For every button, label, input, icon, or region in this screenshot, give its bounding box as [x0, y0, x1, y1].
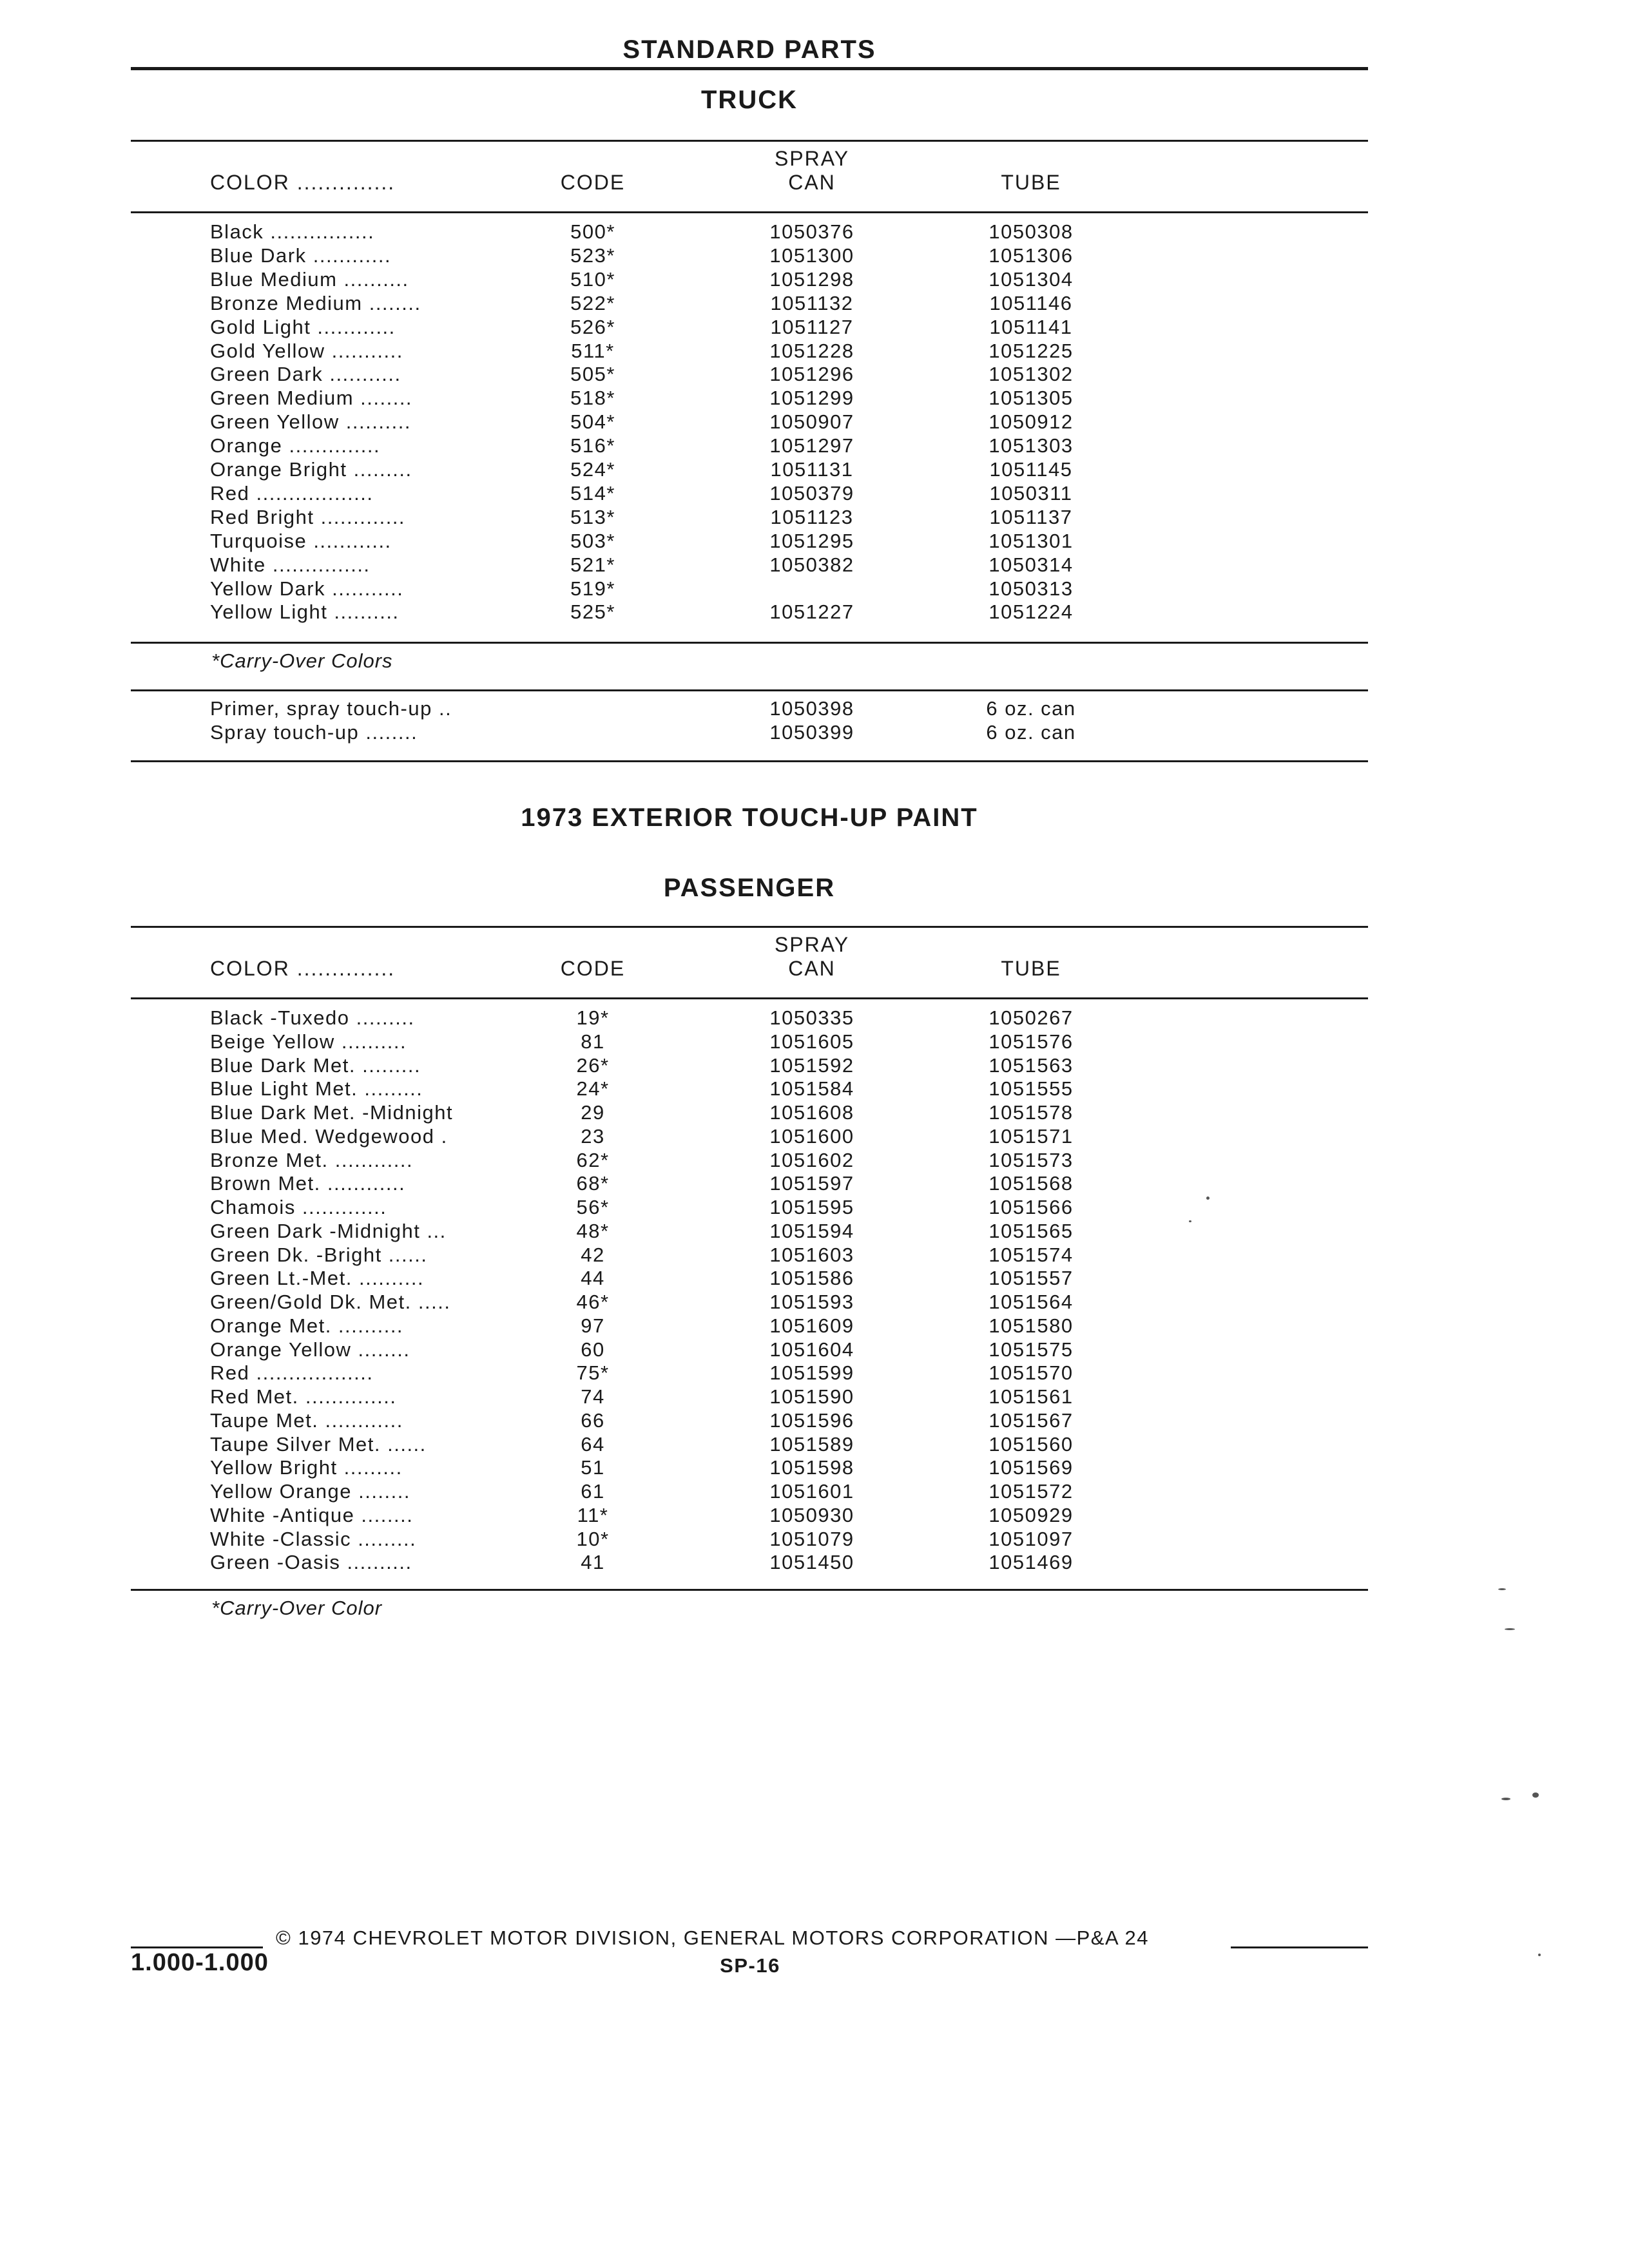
cell-spray: 1050398: [769, 697, 854, 720]
cell-spray: 1051602: [769, 1148, 854, 1171]
cell-spray: 1051296: [769, 363, 854, 386]
cell-spray: 1051228: [769, 339, 854, 362]
table-row: [0, 387, 1629, 410]
cell-code: 518*: [570, 387, 615, 410]
truck-color-header: COLOR ..............: [210, 171, 396, 194]
cell-color: Blue Dark Met. .........: [210, 1053, 421, 1077]
cell-code: 51: [581, 1456, 605, 1479]
cell-tube: 1051578: [988, 1101, 1074, 1124]
cell-code: 42: [581, 1243, 605, 1266]
table-row: [0, 1125, 1629, 1149]
cell-tube: 1051141: [989, 315, 1073, 338]
truck-extras-top-rule: [131, 689, 1368, 691]
table-row: [0, 553, 1629, 577]
cell-code: 522*: [570, 291, 615, 314]
table-row: [0, 1006, 1629, 1030]
truck-table-bottom-rule: [131, 642, 1368, 644]
cell-tube: 1051306: [988, 244, 1074, 267]
table-row: [0, 340, 1629, 363]
cell-code: 60: [581, 1338, 605, 1361]
cell-spray: 1051295: [769, 529, 854, 552]
cell-color: White ...............: [210, 553, 371, 576]
cell-color: Orange Bright .........: [210, 458, 412, 481]
cell-spray: 1051227: [769, 601, 854, 624]
cell-code: 26*: [576, 1053, 610, 1077]
cell-color: Taupe Silver Met. ......: [210, 1432, 427, 1456]
cell-color: Orange Yellow ........: [210, 1338, 410, 1361]
cell-tube: 1051561: [988, 1385, 1074, 1408]
paint-title: 1973 EXTERIOR TOUCH-UP PAINT: [521, 803, 978, 832]
cell-spray: 1051609: [769, 1314, 854, 1337]
cell-code: 41: [581, 1551, 605, 1574]
cell-code: 46*: [576, 1291, 610, 1313]
table-row: [0, 1244, 1629, 1267]
cell-color: Primer, spray touch-up ..: [210, 697, 452, 720]
cell-code: 64: [581, 1432, 605, 1456]
cell-code: 523*: [570, 244, 615, 267]
cell-code: 516*: [570, 434, 615, 457]
cell-spray: 1051598: [769, 1456, 854, 1479]
cell-code: 511*: [571, 339, 615, 362]
passenger-header-top-rule: [131, 926, 1368, 928]
cell-tube: 1051565: [988, 1219, 1074, 1242]
table-row: [0, 577, 1629, 601]
cell-code: 75*: [576, 1361, 610, 1385]
cell-color: Red ..................: [210, 1361, 374, 1385]
table-row: [0, 1030, 1629, 1054]
cell-spray: 1050930: [769, 1503, 854, 1526]
cell-tube: 1051566: [988, 1196, 1074, 1218]
cell-tube: 6 oz. can: [986, 721, 1076, 744]
cell-tube: 1051225: [988, 339, 1074, 362]
cell-color: Black -Tuxedo .........: [210, 1006, 415, 1029]
cell-tube: 1051568: [988, 1172, 1074, 1195]
cell-spray: 1051127: [770, 315, 854, 338]
cell-tube: 6 oz. can: [986, 697, 1076, 720]
cell-code: 74: [581, 1385, 605, 1408]
cell-spray: 1051605: [769, 1030, 854, 1053]
cell-spray: 1051599: [769, 1361, 854, 1385]
cell-spray: 1051604: [769, 1338, 854, 1361]
cell-code: 48*: [576, 1219, 610, 1242]
cell-code: 81: [581, 1030, 605, 1053]
cell-code: 505*: [570, 363, 615, 386]
cell-spray: 1051450: [769, 1551, 854, 1574]
cell-tube: 1051097: [988, 1527, 1074, 1550]
cell-spray: 1051608: [769, 1101, 854, 1124]
cell-tube: 1051580: [988, 1314, 1074, 1337]
cell-tube: 1050314: [988, 553, 1074, 576]
cell-tube: 1050313: [988, 577, 1074, 600]
scan-speck: [1501, 1798, 1510, 1800]
cell-spray: 1050379: [769, 481, 854, 505]
cell-color: White -Antique ........: [210, 1503, 414, 1526]
table-row: [0, 530, 1629, 553]
cell-tube: 1051146: [989, 291, 1073, 314]
top-divider: [131, 67, 1368, 70]
table-row: [0, 1456, 1629, 1480]
cell-tube: 1050267: [988, 1006, 1074, 1029]
table-row: [0, 697, 1629, 721]
cell-spray: 1051297: [769, 434, 854, 457]
truck-spray-header-top: SPRAY: [774, 147, 850, 170]
table-row: [0, 1361, 1629, 1385]
scan-speck: [1538, 1954, 1541, 1956]
table-row: [0, 244, 1629, 268]
cell-color: Green Yellow ..........: [210, 410, 411, 434]
scan-speck: [1206, 1196, 1210, 1200]
cell-tube: 1051575: [988, 1338, 1074, 1361]
cell-code: 19*: [576, 1006, 610, 1029]
truck-tube-header: TUBE: [1001, 171, 1061, 194]
cell-code: 521*: [570, 553, 615, 576]
table-row: [0, 1220, 1629, 1244]
truck-extras-bottom-rule: [131, 760, 1368, 762]
scan-speck: [1498, 1588, 1506, 1590]
cell-tube: 1051572: [988, 1480, 1074, 1503]
cell-color: Yellow Dark ...........: [210, 577, 404, 600]
cell-code: 513*: [570, 505, 615, 528]
passenger-spray-header-bottom: CAN: [788, 957, 836, 980]
cell-code: 524*: [570, 458, 615, 481]
cell-spray: 1050382: [769, 553, 854, 576]
cell-color: Bronze Medium ........: [210, 291, 421, 314]
cell-code: 62*: [576, 1148, 610, 1171]
cell-tube: 1051305: [988, 387, 1074, 410]
cell-tube: 1051469: [988, 1551, 1074, 1574]
cell-spray: 1051300: [769, 244, 854, 267]
truck-code-header: CODE: [560, 171, 626, 194]
cell-spray: 1051589: [769, 1432, 854, 1456]
cell-tube: 1050311: [989, 481, 1073, 505]
cell-code: 11*: [577, 1503, 609, 1526]
table-row: [0, 458, 1629, 482]
cell-tube: 1051555: [988, 1077, 1074, 1100]
footer-issue: 1.000-1.000: [131, 1949, 269, 1976]
table-row: [0, 268, 1629, 292]
cell-spray: 1051123: [770, 505, 854, 528]
cell-color: Gold Yellow ...........: [210, 339, 403, 362]
cell-color: Green Lt.-Met. ..........: [210, 1267, 425, 1290]
cell-tube: 1051303: [988, 434, 1074, 457]
table-row: [0, 1267, 1629, 1291]
table-row: [0, 292, 1629, 316]
cell-color: Yellow Light ..........: [210, 601, 400, 624]
cell-color: Taupe Met. ............: [210, 1408, 403, 1432]
cell-code: 23: [581, 1124, 605, 1148]
table-row: [0, 1172, 1629, 1196]
footer-right-rule: [1231, 1946, 1368, 1948]
cell-color: Orange Met. ..........: [210, 1314, 404, 1337]
cell-tube: 1051145: [989, 458, 1073, 481]
scan-speck: [1505, 1628, 1515, 1630]
cell-tube: 1051224: [988, 601, 1074, 624]
cell-spray: 1050376: [769, 220, 854, 243]
table-row: [0, 1196, 1629, 1220]
table-row: [0, 1314, 1629, 1338]
scan-speck: [1532, 1792, 1539, 1798]
cell-code: 504*: [570, 410, 615, 434]
table-row: [0, 1480, 1629, 1504]
cell-code: 510*: [570, 267, 615, 291]
cell-code: 56*: [576, 1196, 610, 1218]
cell-spray: 1051595: [769, 1196, 854, 1218]
table-row: [0, 601, 1629, 624]
truck-spray-header-bottom: CAN: [788, 171, 836, 194]
table-row: [0, 220, 1629, 244]
truck-title: TRUCK: [701, 86, 798, 114]
table-row: [0, 1385, 1629, 1409]
cell-color: Red Bright .............: [210, 505, 406, 528]
passenger-carryover-note: *Carry-Over Color: [211, 1597, 383, 1619]
cell-color: Black ................: [210, 220, 375, 243]
cell-code: 10*: [576, 1527, 610, 1550]
passenger-title: PASSENGER: [663, 874, 836, 902]
cell-color: White -Classic .........: [210, 1527, 417, 1550]
table-row: [0, 1409, 1629, 1433]
table-row: [0, 1291, 1629, 1314]
table-row: [0, 1504, 1629, 1528]
table-row: [0, 1054, 1629, 1078]
cell-tube: 1051570: [988, 1361, 1074, 1385]
cell-color: Blue Light Met. .........: [210, 1077, 423, 1100]
cell-color: Blue Dark ............: [210, 244, 392, 267]
cell-color: Yellow Bright .........: [210, 1456, 403, 1479]
cell-code: 61: [581, 1480, 605, 1503]
cell-tube: 1051567: [988, 1408, 1074, 1432]
cell-color: Blue Medium ..........: [210, 267, 409, 291]
cell-tube: 1051576: [988, 1030, 1074, 1053]
cell-tube: 1051304: [988, 267, 1074, 291]
cell-spray: 1050399: [769, 721, 854, 744]
cell-tube: 1051574: [988, 1243, 1074, 1266]
cell-tube: 1050929: [988, 1503, 1074, 1526]
cell-color: Green Dark ...........: [210, 363, 401, 386]
cell-code: 525*: [570, 601, 615, 624]
cell-tube: 1050308: [988, 220, 1074, 243]
cell-code: 519*: [570, 577, 615, 600]
table-row: [0, 482, 1629, 506]
cell-tube: 1051573: [988, 1148, 1074, 1171]
cell-color: Red ..................: [210, 481, 374, 505]
cell-spray: 1051592: [769, 1053, 854, 1077]
cell-code: 500*: [570, 220, 615, 243]
cell-code: 68*: [576, 1172, 610, 1195]
footer-page-number: SP-16: [720, 1954, 780, 1977]
cell-color: Green Dark -Midnight ...: [210, 1219, 447, 1242]
cell-tube: 1051571: [988, 1124, 1074, 1148]
cell-tube: 1051137: [989, 505, 1073, 528]
table-row: [0, 316, 1629, 340]
cell-color: Blue Dark Met. -Midnight: [210, 1101, 454, 1124]
cell-tube: 1050912: [988, 410, 1074, 434]
cell-spray: 1051590: [769, 1385, 854, 1408]
cell-spray: 1051132: [770, 291, 854, 314]
cell-spray: 1051600: [769, 1124, 854, 1148]
cell-spray: 1050335: [769, 1006, 854, 1029]
cell-spray: 1051597: [769, 1172, 854, 1195]
truck-header-bottom-rule: [131, 211, 1368, 213]
passenger-code-header: CODE: [560, 957, 626, 980]
cell-spray: 1051603: [769, 1243, 854, 1266]
cell-color: Brown Met. ............: [210, 1172, 406, 1195]
cell-code: 24*: [576, 1077, 610, 1100]
table-row: [0, 1433, 1629, 1457]
table-row: [0, 1551, 1629, 1575]
cell-spray: 1051593: [769, 1291, 854, 1313]
scan-speck: [1189, 1220, 1191, 1222]
cell-color: Bronze Met. ............: [210, 1148, 414, 1171]
table-row: [0, 363, 1629, 387]
cell-code: 514*: [570, 481, 615, 505]
footer-left-rule: [131, 1946, 263, 1948]
cell-spray: 1051299: [769, 387, 854, 410]
cell-color: Beige Yellow ..........: [210, 1030, 407, 1053]
table-row: [0, 1077, 1629, 1101]
table-row: [0, 721, 1629, 745]
cell-spray: 1051079: [769, 1527, 854, 1550]
cell-color: Turquoise ............: [210, 529, 392, 552]
cell-tube: 1051560: [988, 1432, 1074, 1456]
cell-spray: 1051586: [769, 1267, 854, 1290]
cell-spray: 1051601: [769, 1480, 854, 1503]
cell-tube: 1051564: [988, 1291, 1074, 1313]
passenger-color-header: COLOR ..............: [210, 957, 396, 980]
table-row: [0, 506, 1629, 530]
table-row: [0, 1101, 1629, 1125]
table-row: [0, 1338, 1629, 1362]
cell-spray: 1051596: [769, 1408, 854, 1432]
section-title: STANDARD PARTS: [622, 35, 876, 64]
table-row: [0, 1149, 1629, 1173]
cell-spray: 1051584: [769, 1077, 854, 1100]
passenger-spray-header-top: SPRAY: [774, 933, 850, 956]
cell-color: Orange ..............: [210, 434, 381, 457]
table-row: [0, 1528, 1629, 1552]
footer-copyright: © 1974 CHEVROLET MOTOR DIVISION, GENERAL MOTORS CORPORATION —P&A 24: [276, 1927, 1150, 1949]
cell-color: Green Dk. -Bright ......: [210, 1243, 428, 1266]
cell-color: Yellow Orange ........: [210, 1480, 411, 1503]
table-row: [0, 434, 1629, 458]
cell-color: Green/Gold Dk. Met. .....: [210, 1291, 451, 1313]
table-row: [0, 410, 1629, 434]
cell-color: Gold Light ............: [210, 315, 396, 338]
cell-code: 44: [581, 1267, 605, 1290]
cell-spray: 1050907: [769, 410, 854, 434]
cell-code: 526*: [570, 315, 615, 338]
passenger-tube-header: TUBE: [1001, 957, 1061, 980]
cell-code: 97: [581, 1314, 605, 1337]
cell-color: Green -Oasis ..........: [210, 1551, 412, 1574]
cell-code: 503*: [570, 529, 615, 552]
cell-tube: 1051557: [988, 1267, 1074, 1290]
cell-color: Red Met. ..............: [210, 1385, 397, 1408]
cell-tube: 1051569: [988, 1456, 1074, 1479]
cell-spray: 1051298: [769, 267, 854, 291]
cell-color: Blue Med. Wedgewood .: [210, 1124, 448, 1148]
cell-color: Chamois .............: [210, 1196, 387, 1218]
cell-color: Green Medium ........: [210, 387, 413, 410]
cell-color: Spray touch-up ........: [210, 721, 418, 744]
passenger-header-bottom-rule: [131, 997, 1368, 999]
cell-spray: 1051594: [769, 1219, 854, 1242]
cell-tube: 1051301: [988, 529, 1074, 552]
cell-code: 66: [581, 1408, 605, 1432]
cell-code: 29: [581, 1101, 605, 1124]
passenger-table-bottom-rule: [131, 1589, 1368, 1591]
truck-carryover-note: *Carry-Over Colors: [211, 649, 393, 672]
truck-header-top-rule: [131, 140, 1368, 142]
cell-tube: 1051563: [988, 1053, 1074, 1077]
cell-spray: 1051131: [770, 458, 854, 481]
cell-tube: 1051302: [988, 363, 1074, 386]
